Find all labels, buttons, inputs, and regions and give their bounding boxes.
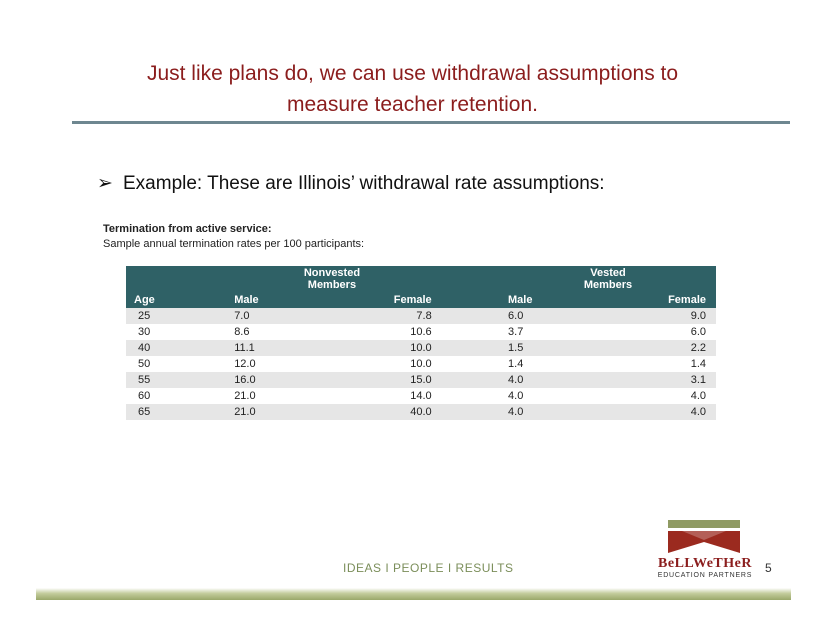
cell-nonvested-male: 7.0 bbox=[226, 308, 322, 324]
cell-vested-male: 4.0 bbox=[500, 388, 596, 404]
cell-vested-male: 1.5 bbox=[500, 340, 596, 356]
slide-title-line-1: Just like plans do, we can use withdrawal assumptions to bbox=[146, 62, 679, 85]
cell-vested-female: 9.0 bbox=[596, 308, 716, 324]
cell-vested-female: 1.4 bbox=[596, 356, 716, 372]
table-row bbox=[126, 372, 716, 388]
group-header-gap bbox=[438, 266, 500, 292]
cell-gap bbox=[438, 324, 500, 340]
cell-vested-female: 4.0 bbox=[596, 404, 716, 420]
cell-age: 55 bbox=[126, 372, 226, 388]
bullet-text: Example: These are Illinois’ withdrawal rate assumptions: bbox=[123, 173, 605, 194]
cell-gap bbox=[438, 308, 500, 324]
cell-vested-female: 3.1 bbox=[596, 372, 716, 388]
page-number: 5 bbox=[765, 561, 772, 575]
cell-age: 40 bbox=[126, 340, 226, 356]
cell-nonvested-male: 12.0 bbox=[226, 356, 322, 372]
cell-vested-female: 6.0 bbox=[596, 324, 716, 340]
cell-nonvested-male: 21.0 bbox=[226, 404, 322, 420]
cell-gap bbox=[438, 388, 500, 404]
table-heading: Termination from active service: bbox=[103, 223, 272, 235]
cell-vested-female: 2.2 bbox=[596, 340, 716, 356]
table-subheading: Sample annual termination rates per 100 participants: bbox=[103, 238, 365, 250]
cell-nonvested-female: 14.0 bbox=[322, 388, 438, 404]
table-column-header-row bbox=[126, 292, 716, 308]
table-row bbox=[126, 308, 716, 324]
title-divider bbox=[72, 121, 790, 124]
column-header-gap bbox=[438, 292, 500, 308]
cell-vested-female: 4.0 bbox=[596, 388, 716, 404]
logo-subtitle: EDUCATION PARTNERS bbox=[657, 572, 753, 579]
cell-nonvested-female: 10.0 bbox=[322, 340, 438, 356]
group-header-vested: Vested Members bbox=[500, 266, 716, 292]
cell-nonvested-female: 7.8 bbox=[322, 308, 438, 324]
table-row bbox=[126, 388, 716, 404]
column-header-vested-male: Male bbox=[500, 292, 596, 308]
column-header-nonvested-male: Male bbox=[226, 292, 322, 308]
cell-gap bbox=[438, 372, 500, 388]
cell-gap bbox=[438, 404, 500, 420]
termination-rates-table bbox=[126, 266, 716, 420]
table-row bbox=[126, 356, 716, 372]
slide-title bbox=[60, 58, 765, 120]
table-row bbox=[126, 324, 716, 340]
cell-nonvested-female: 40.0 bbox=[322, 404, 438, 420]
cell-nonvested-male: 11.1 bbox=[226, 340, 322, 356]
slide-title-line-2: measure teacher retention. bbox=[287, 93, 538, 116]
cell-nonvested-female: 10.6 bbox=[322, 324, 438, 340]
cell-nonvested-female: 15.0 bbox=[322, 372, 438, 388]
cell-vested-male: 4.0 bbox=[500, 404, 596, 420]
cell-vested-male: 6.0 bbox=[500, 308, 596, 324]
cell-vested-male: 1.4 bbox=[500, 356, 596, 372]
group-header-blank bbox=[126, 266, 226, 292]
cell-nonvested-male: 8.6 bbox=[226, 324, 322, 340]
cell-age: 25 bbox=[126, 308, 226, 324]
cell-age: 30 bbox=[126, 324, 226, 340]
table-row bbox=[126, 340, 716, 356]
column-header-vested-female: Female bbox=[596, 292, 716, 308]
footer-bar bbox=[36, 588, 791, 600]
bellwether-logo-icon bbox=[668, 520, 740, 554]
footer-tagline: IDEAS I PEOPLE I RESULTS bbox=[343, 561, 514, 575]
cell-nonvested-female: 10.0 bbox=[322, 356, 438, 372]
cell-vested-male: 3.7 bbox=[500, 324, 596, 340]
cell-age: 60 bbox=[126, 388, 226, 404]
table-row bbox=[126, 404, 716, 420]
cell-gap bbox=[438, 340, 500, 356]
cell-gap bbox=[438, 356, 500, 372]
logo-olive-bar bbox=[668, 520, 740, 528]
cell-nonvested-male: 16.0 bbox=[226, 372, 322, 388]
arrow-bullet-icon: ➢ bbox=[97, 173, 113, 194]
column-header-age: Age bbox=[126, 292, 226, 308]
logo-wordmark: BeLLWeTHeR bbox=[658, 556, 752, 571]
table-group-header-row bbox=[126, 266, 716, 292]
cell-age: 65 bbox=[126, 404, 226, 420]
cell-age: 50 bbox=[126, 356, 226, 372]
group-header-nonvested: Nonvested Members bbox=[226, 266, 438, 292]
cell-vested-male: 4.0 bbox=[500, 372, 596, 388]
bullet-point bbox=[97, 172, 605, 195]
cell-nonvested-male: 21.0 bbox=[226, 388, 322, 404]
column-header-nonvested-female: Female bbox=[322, 292, 438, 308]
